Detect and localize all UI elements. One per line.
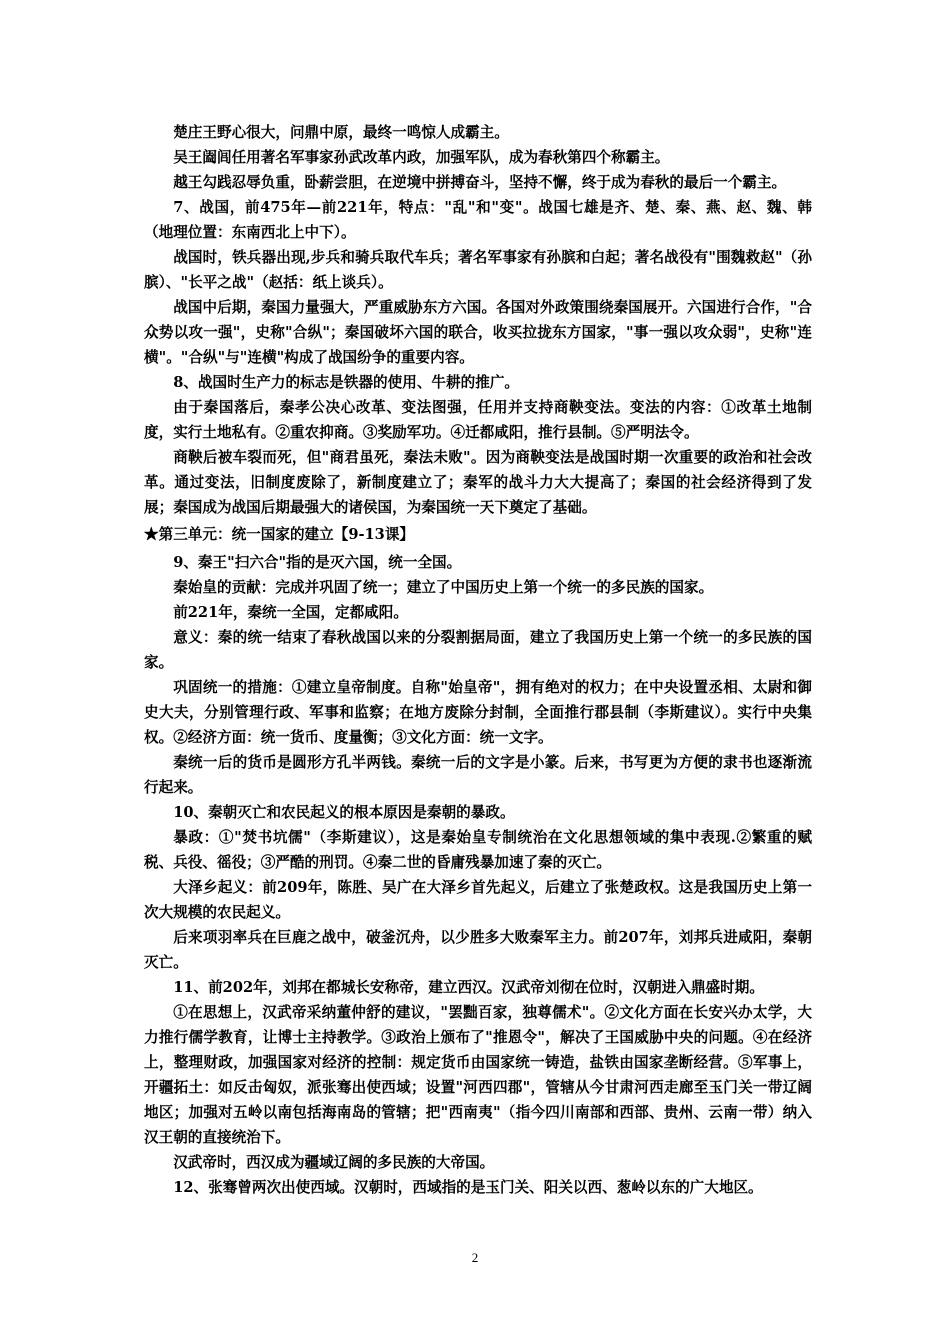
paragraph: 大泽乡起义：前209年，陈胜、吴广在大泽乡首先起义，后建立了张楚政权。这是我国历史上第一次大规模的农民起义。 xyxy=(144,879,812,921)
paragraph: ①在思想上，汉武帝采纳董仲舒的建议，"罢黜百家，独尊儒术"。②文化方面在长安兴办太学，大力推行儒学教育，让博士主持教学。③政治上颁布了"推恩令"，解决了王国威胁中央的问题。④在经济上，整理财政，加强国家对经济的控制：规定货币由国家统一铸造，盐铁由国家垄断经营。⑤军事上，开疆拓土：如反击匈奴，派张骞出使西域；设置"河西四郡"，管辖从今甘肃河西走廊至玉门关一带辽阔地区；加强对五岭以南包括海南岛的管辖；把"西南夷"（指今四川南部和西部、贵州、云南一带）纳入汉王朝的直接统治下。 xyxy=(144,1004,812,1146)
paragraph: 9、秦王"扫六合"指的是灭六国，统一全国。 xyxy=(173,554,462,571)
section-heading: ★第三单元：统一国家的建立【9-13课】 xyxy=(144,526,415,543)
paragraph: 后来项羽率兵在巨鹿之战中，破釜沉舟，以少胜多大败秦军主力。前207年，刘邦兵进咸阳，秦朝灭亡。 xyxy=(144,929,812,971)
paragraph: 暴政：①"焚书坑儒"（李斯建议），这是秦始皇专制统治在文化思想领域的集中表现.②繁重的赋税、兵役、徭役；③严酷的刑罚。④秦二世的昏庸残暴加速了秦的灭亡。 xyxy=(144,829,812,871)
paragraph: 7、战国，前475年—前221年，特点："乱"和"变"。战国七雄是齐、楚、秦、燕、赵、魏、韩（地理位置：东南西北上中下）。 xyxy=(144,199,812,241)
paragraph: 汉武帝时，西汉成为疆域辽阔的多民族的大帝国。 xyxy=(173,1154,495,1171)
paragraph: 战国时，铁兵器出现,步兵和骑兵取代车兵；著名军事家有孙膑和白起；著名战役有"围魏救赵"（孙膑）、"长平之战"（赵括：纸上谈兵）。 xyxy=(144,249,812,291)
paragraph: 商鞅后被车裂而死，但"商君虽死，秦法未败"。因为商鞅变法是战国时期一次重要的政治和社会改革。通过变法，旧制度废除了，新制度建立了；秦军的战斗力大大提高了；秦国的社会经济得到了发展；秦国成为战国后期最强大的诸侯国，为秦国统一天下奠定了基础。 xyxy=(144,449,812,516)
paragraph: 楚庄王野心很大，问鼎中原，最终一鸣惊人成霸主。 xyxy=(173,124,509,141)
paragraph: 10、秦朝灭亡和农民起义的根本原因是秦朝的暴政。 xyxy=(173,804,515,821)
paragraph: 8、战国时生产力的标志是铁器的使用、牛耕的推广。 xyxy=(173,374,520,391)
document-body xyxy=(144,120,812,1200)
paragraph: 秦始皇的贡献：完成并巩固了统一；建立了中国历史上第一个统一的多民族的国家。 xyxy=(173,579,714,596)
page-number: 2 xyxy=(471,1250,479,1265)
paragraph: 意义：秦的统一结束了春秋战国以来的分裂割据局面，建立了我国历史上第一个统一的多民族的国家。 xyxy=(144,629,812,671)
paragraph: 秦统一后的货币是圆形方孔半两钱。秦统一后的文字是小篆。后来，书写更为方便的隶书也逐渐流行起来。 xyxy=(144,754,812,796)
paragraph: 巩固统一的措施：①建立皇帝制度。自称"始皇帝"，拥有绝对的权力；在中央设置丞相、太尉和御史大夫，分别管理行政、军事和监察；在地方废除分封制，全面推行郡县制（李斯建议）。实行中央集权。②经济方面：统一货币、度量衡；③文化方面：统一文字。 xyxy=(144,679,812,746)
paragraph: 吴王阖闾任用著名军事家孙武改革内政，加强军队，成为春秋第四个称霸主。 xyxy=(173,149,670,166)
paragraph: 越王勾践忍辱负重，卧薪尝胆，在逆境中拼搏奋斗，坚持不懈，终于成为春秋的最后一个霸主。 xyxy=(173,174,787,191)
paragraph: 前221年，秦统一全国，定都咸阳。 xyxy=(173,604,408,621)
paragraph: 11、前202年，刘邦在都城长安称帝，建立西汉。汉武帝刘彻在位时，汉朝进入鼎盛时期。 xyxy=(173,979,764,996)
paragraph: 12、张骞曾两次出使西域。汉朝时，西域指的是玉门关、阳关以西、葱岭以东的广大地区。 xyxy=(173,1179,763,1196)
paragraph: 由于秦国落后，秦孝公决心改革、变法图强，任用并支持商鞅变法。变法的内容：①改革土地制度，实行土地私有。②重农抑商。③奖励军功。④迁都咸阳，推行县制。⑤严明法令。 xyxy=(144,399,812,441)
paragraph: 战国中后期，秦国力量强大，严重威胁东方六国。各国对外政策围绕秦国展开。六国进行合作，"合众势以攻一强"，史称"合纵"；秦国破坏六国的联合，收买拉拢东方国家，"事一强以攻众弱"，史称"连横"。"合纵"与"连横"构成了战国纷争的重要内容。 xyxy=(144,299,812,366)
